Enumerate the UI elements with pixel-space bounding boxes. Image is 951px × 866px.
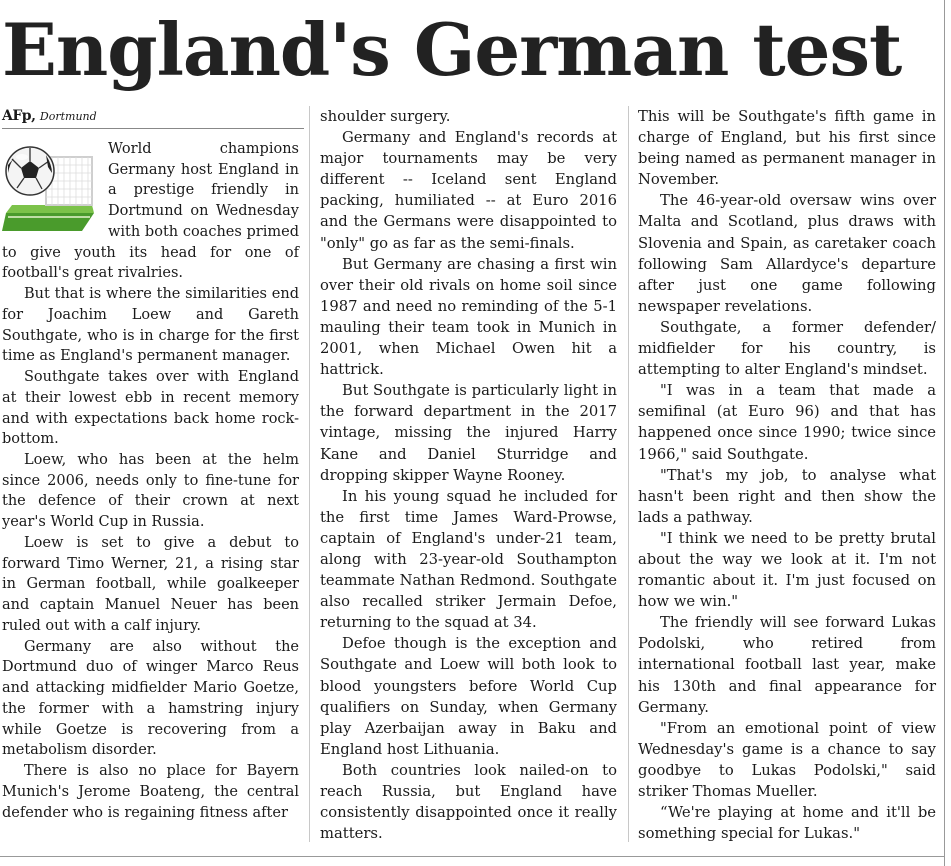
article-paragraph: Loew, who has been at the helm since 2006, needs only to fine-tune for the defence of their crown at next year's World Cup in Russia. (2, 452, 299, 531)
article-paragraph: Germany and England's records at major tournaments may be very different -- Iceland sent England packing, humiliated -- at Euro 2016 and the Germans were disappointed to "only" go as far as the semi-finals. (320, 129, 617, 252)
article-paragraph: "I think we need to be pretty brutal about the way we look at it. I'm not romantic about it. I'm just focused on how we win." (638, 529, 936, 611)
article-paragraph: Loew is set to give a debut to forward Timo Werner, 21, a rising star in German football, while goalkeeper and captain Manuel Neuer has been ruled out with a calf injury. (2, 534, 299, 634)
article-column-3 (638, 106, 936, 844)
article-paragraph: But Southgate is particularly light in the forward department in the 2017 vintage, missing the injured Harry Kane and Daniel Sturridge and dropping skipper Wayne Rooney. (320, 382, 617, 484)
column-divider-1 (309, 106, 310, 842)
headline: England's German test (2, 7, 902, 92)
article-paragraph: shoulder surgery. (320, 108, 451, 125)
article-paragraph: In his young squad he included for the first time James Ward-Prowse, captain of England's under-21 team, along with 23-year-old Southampton teammate Nathan Redmond. Southgate also recalled striker Jermain Defoe, returning to the squad at 34. (320, 487, 617, 632)
article-column-2 (320, 106, 617, 844)
article-paragraph: The friendly will see forward Lukas Podolski, who retired from international football last year, make his 130th and final appearance for Germany. (638, 614, 936, 716)
article-column-1 (2, 106, 299, 823)
column-1-body (2, 139, 299, 823)
page-bottom-rule (0, 856, 944, 857)
article-paragraph: The 46-year-old oversaw wins over Malta and Scotland, plus draws with Slovenia and Spain, as caretaker coach following Sam Allardyce's departure after just one game following newspaper revelations. (638, 192, 936, 315)
article-paragraph: But that is where the similarities end for Joachim Loew and Gareth Southgate, who is in charge for the first time as England's permanent manager. (2, 286, 299, 365)
page-right-rule (944, 0, 945, 866)
column-2-body (320, 106, 617, 844)
article-paragraph: Southgate takes over with England at their lowest ebb in recent memory and with expectations back home rock-bottom. (2, 369, 299, 448)
column-3-body (638, 106, 936, 844)
article-paragraph: This will be Southgate's fifth game in charge of England, but his first since being named as permanent manager in November. (638, 108, 936, 189)
football-goal-icon (2, 143, 98, 235)
article-paragraph: "That's my job, to analyse what hasn't been right and then show the lads a pathway. (638, 466, 936, 526)
byline-dateline: Dortmund (39, 110, 97, 123)
column-divider-2 (628, 106, 629, 842)
article-paragraph: "From an emotional point of view Wednesday's game is a chance to say goodbye to Lukas Podolski," said striker Thomas Mueller. (638, 719, 936, 800)
byline (2, 106, 299, 127)
article-paragraph: Southgate, a former defender/ midfielder for his country, is attempting to alter England's mindset. (638, 318, 936, 379)
article-paragraph: "I was in a team that made a semifinal (at Euro 96) and that has happened once since 1990; twice since 1966," said Southgate. (638, 382, 936, 463)
article-paragraph: But Germany are chasing a first win over their old rivals on home soil since 1987 and need no reminding of the 5-1 mauling their team took in Munich in 2001, when Michael Owen hit a hattrick. (320, 255, 617, 379)
article-paragraph: Defoe though is the exception and Southgate and Loew will both look to blood youngsters before World Cup qualifiers on Sunday, when Germany play Azerbaijan away in Baku and England host Lithuania. (320, 635, 617, 758)
byline-agency: AFp, (2, 108, 36, 124)
article-paragraph: There is also no place for Bayern Munich's Jerome Boateng, the central defender who is regaining fitness after (2, 763, 299, 821)
article-paragraph: Both countries look nailed-on to reach Russia, but England have consistently disappointed once it really matters. (320, 761, 617, 843)
article-paragraph: World champions Germany host England in a prestige friendly in Dortmund on Wednesday with both coaches primed to give youth its head for one of football's great rivalries. (2, 141, 299, 282)
article-paragraph: “We're playing at home and it'll be something special for Lukas." (638, 804, 936, 843)
article-paragraph: Germany are also without the Dortmund duo of winger Marco Reus and attacking midfielder Mario Goetze, the former with a hamstring injury while Goetze is recovering from a metabolism disorder. (2, 638, 299, 759)
